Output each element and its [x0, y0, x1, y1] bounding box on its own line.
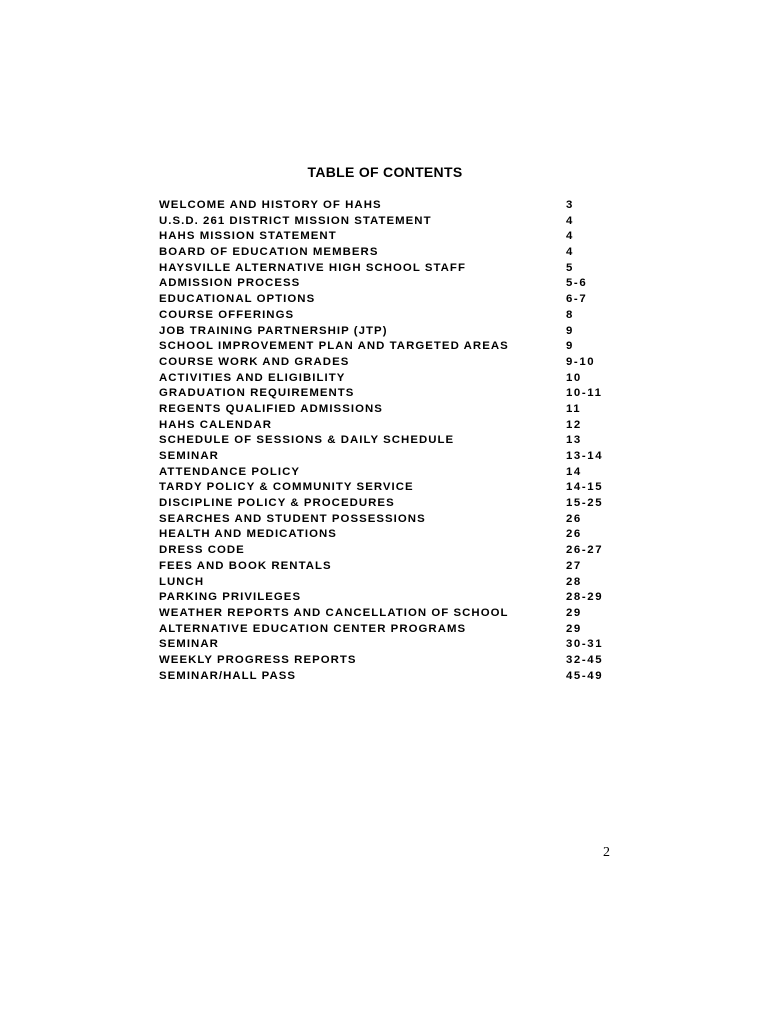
toc-entry-page: 30-31	[566, 638, 604, 651]
toc-entry-page: 13	[566, 434, 582, 447]
toc-entry-title: SCHEDULE OF SESSIONS & DAILY SCHEDULE	[159, 434, 455, 447]
toc-row	[159, 480, 619, 496]
toc-row	[159, 653, 619, 669]
toc-entry-page: 8	[566, 308, 574, 321]
toc-entry-page: 10	[566, 371, 582, 384]
toc-entry-title: ACTIVITIES AND ELIGIBILITY	[159, 371, 346, 384]
toc-row	[159, 355, 619, 371]
toc-entry-title: COURSE OFFERINGS	[159, 308, 295, 321]
toc-entry-page: 5-6	[566, 277, 588, 290]
toc-entry-page: 5	[566, 261, 574, 274]
toc-entry-page: 9	[566, 324, 574, 337]
toc-entry-page: 32-45	[566, 653, 604, 666]
toc-row	[159, 590, 619, 606]
toc-row	[159, 637, 619, 653]
toc-entry-page: 26-27	[566, 544, 604, 557]
toc-entry-title: JOB TRAINING PARTNERSHIP (JTP)	[159, 324, 388, 337]
toc-entry-title: ALTERNATIVE EDUCATION CENTER PROGRAMS	[159, 622, 467, 635]
toc-entry-title: REGENTS QUALIFIED ADMISSIONS	[159, 402, 383, 415]
toc-entry-title: WEATHER REPORTS AND CANCELLATION OF SCHOOL	[159, 606, 509, 619]
toc-entry-title: ADMISSION PROCESS	[159, 277, 301, 290]
toc-entry-title: HAHS CALENDAR	[159, 418, 273, 431]
toc-entry-page: 9	[566, 340, 574, 353]
toc-row	[159, 261, 619, 277]
toc-entry-page: 45-49	[566, 669, 604, 682]
toc-row	[159, 622, 619, 638]
toc-entry-page: 12	[566, 418, 582, 431]
toc-row	[159, 496, 619, 512]
page-number: 2	[603, 845, 610, 860]
toc-entry-title: SEMINAR	[159, 450, 219, 462]
toc-entry-title: HAYSVILLE ALTERNATIVE HIGH SCHOOL STAFF	[159, 261, 466, 274]
toc-row	[159, 308, 619, 324]
toc-entry-title: WEEKLY PROGRESS REPORTS	[159, 653, 357, 666]
toc-entry-title: SEMINAR	[159, 638, 219, 651]
toc-entry-page: 4	[566, 230, 574, 243]
toc-row	[159, 402, 619, 418]
toc-entry-page: 6-7	[566, 293, 588, 306]
toc-entry-title: BOARD OF EDUCATION MEMBERS	[159, 246, 379, 259]
toc-row	[159, 433, 619, 449]
toc-entry-title: TARDY POLICY & COMMUNITY SERVICE	[159, 481, 414, 494]
toc-entry-title: FEES AND BOOK RENTALS	[159, 559, 332, 572]
toc-entry-page: 4	[566, 246, 574, 259]
toc-row	[159, 214, 619, 230]
toc-entry-page: 10-11	[566, 387, 603, 400]
toc-entry-title: GRADUATION REQUIREMENTS	[159, 387, 355, 400]
toc-entry-title: LUNCH	[159, 575, 205, 588]
toc-row	[159, 575, 619, 591]
toc-row	[159, 606, 619, 622]
toc-entry-title: WELCOME AND HISTORY OF HAHS	[159, 199, 382, 211]
toc-entry-page: 13-14	[566, 450, 604, 462]
toc-entry-title: DISCIPLINE POLICY & PROCEDURES	[159, 497, 395, 510]
toc-row	[159, 371, 619, 387]
toc-row	[159, 324, 619, 340]
toc-entry-page: 28	[566, 575, 582, 588]
toc-entry-page: 29	[566, 622, 582, 635]
toc-entry-title: HEALTH AND MEDICATIONS	[159, 528, 337, 541]
toc-row	[159, 229, 619, 245]
toc-entry-page: 26	[566, 528, 582, 541]
toc-entry-page: 11	[566, 402, 582, 415]
toc-row	[159, 292, 619, 308]
toc-entry-page: 26	[566, 512, 582, 525]
toc-entry-title: SEARCHES AND STUDENT POSSESSIONS	[159, 512, 426, 525]
toc-row	[159, 276, 619, 292]
toc-entry-title: SEMINAR/HALL PASS	[159, 669, 297, 682]
toc-entry-title: COURSE WORK AND GRADES	[159, 355, 350, 368]
page-title: TABLE OF CONTENTS	[307, 164, 463, 180]
toc-row	[159, 245, 619, 261]
toc-entry-page: 4	[566, 214, 574, 227]
toc-entry-title: HAHS MISSION STATEMENT	[159, 230, 337, 243]
toc-entry-page: 28-29	[566, 591, 604, 604]
toc-entry-title: EDUCATIONAL OPTIONS	[159, 293, 316, 306]
toc-row	[159, 543, 619, 559]
toc-entry-page: 29	[566, 606, 582, 619]
toc-row	[159, 465, 619, 481]
toc-entry-page: 14	[566, 465, 582, 478]
toc-entry-page: 9-10	[566, 355, 596, 368]
toc-row	[159, 559, 619, 575]
toc-row	[159, 449, 619, 465]
toc-entry-page: 14-15	[566, 481, 604, 494]
toc-entry-page: 27	[566, 559, 582, 572]
toc-entry-title: PARKING PRIVILEGES	[159, 591, 302, 604]
toc-entry-page: 15-25	[566, 497, 604, 510]
toc-entry-title: DRESS CODE	[159, 544, 245, 557]
toc-entry-title: SCHOOL IMPROVEMENT PLAN AND TARGETED AREAS	[159, 340, 509, 353]
toc-entry-title: U.S.D. 261 DISTRICT MISSION STATEMENT	[159, 214, 432, 227]
toc-row	[159, 527, 619, 543]
toc-row	[159, 669, 619, 685]
toc-entry-title: ATTENDANCE POLICY	[159, 465, 301, 478]
toc-entry-page: 3	[566, 199, 574, 211]
toc-row	[159, 512, 619, 528]
toc-row	[159, 339, 619, 355]
toc-row	[159, 198, 619, 214]
toc-row	[159, 418, 619, 434]
toc-list	[159, 198, 619, 684]
toc-row	[159, 386, 619, 402]
